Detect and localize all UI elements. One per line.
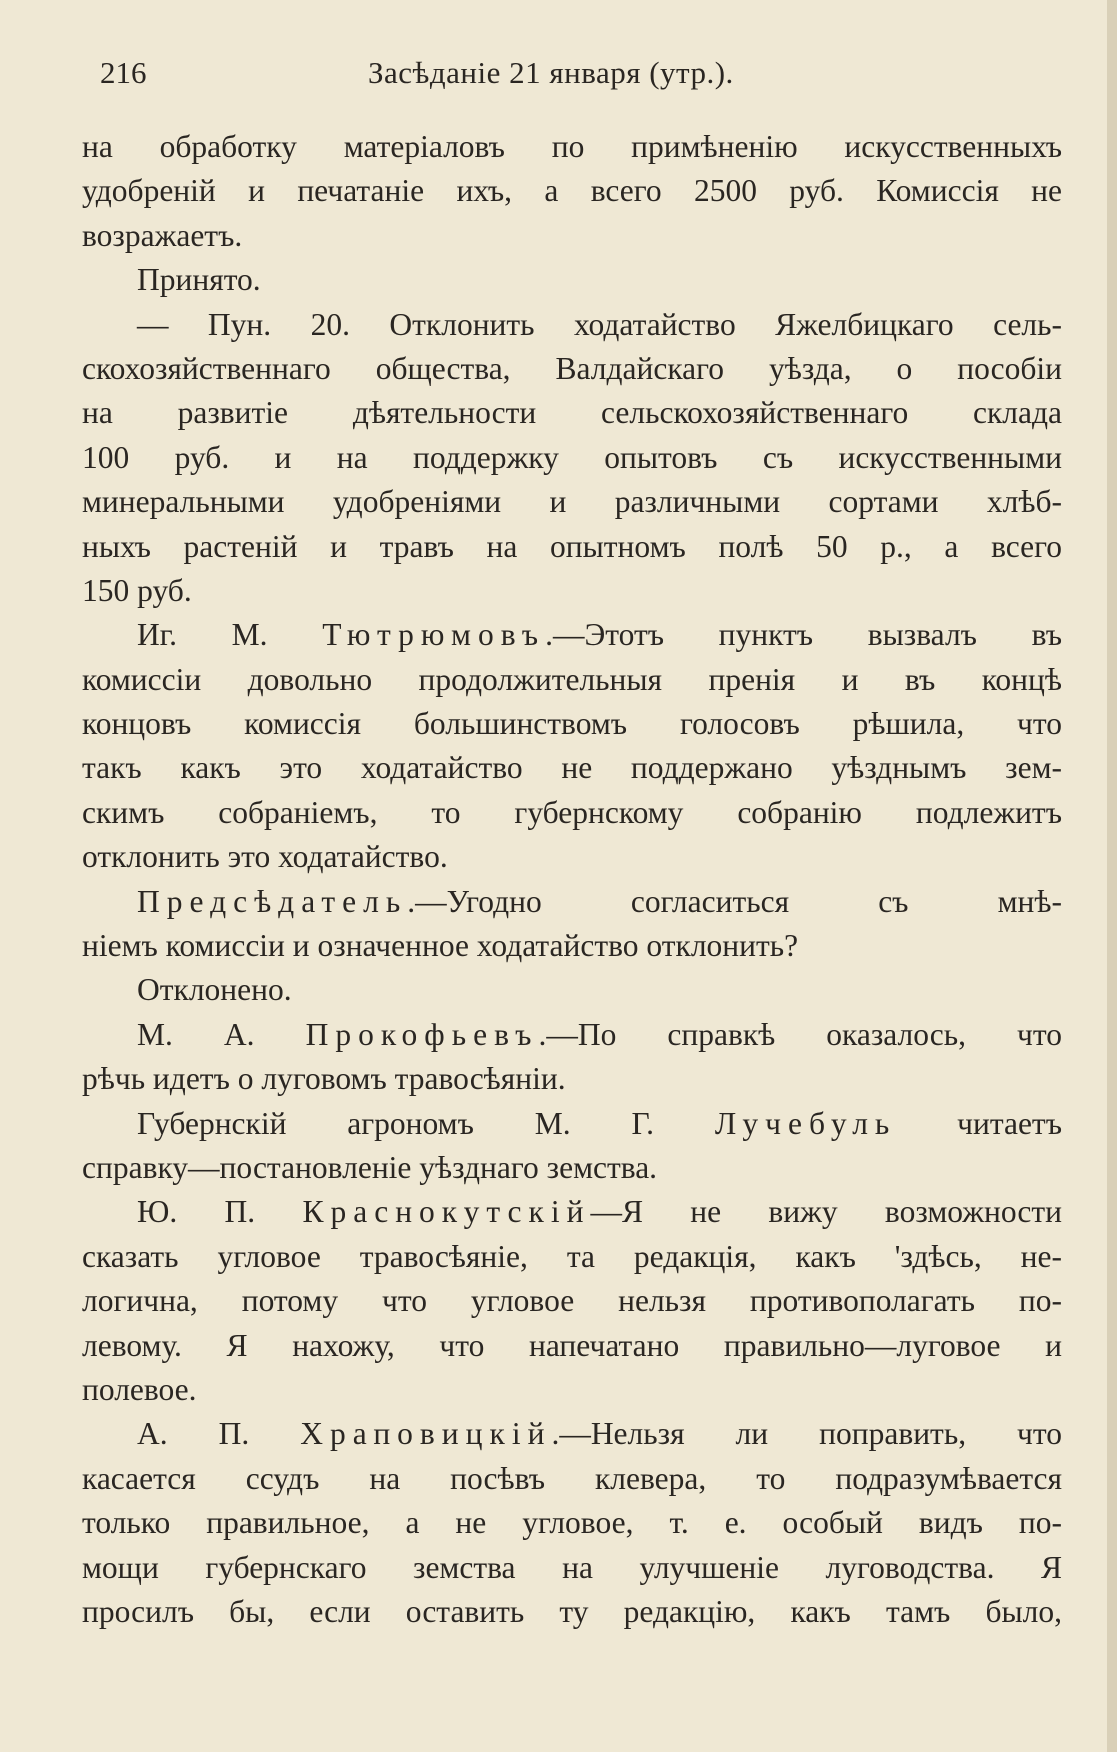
text-line: ніемъ комиссіи и означенное ходатайство отклонить?: [82, 928, 799, 964]
text-line: скимъ собраніемъ, то губернскому собранію подлежитъ: [82, 794, 1062, 830]
text-line: левому. Я нахожу, что напечатано правильно—луговое и: [82, 1327, 1062, 1363]
speaker-name: Предсѣдатель: [137, 883, 408, 919]
text-line: мощи губернскаго земства на улучшеніе луговодства. Я: [82, 1549, 1062, 1585]
text-line: полевое.: [82, 1371, 197, 1407]
text-line: 100 руб. и на поддержку опытовъ съ искусственными: [82, 439, 1062, 475]
page-number: 216: [100, 55, 147, 90]
speech-start: читаетъ: [896, 1105, 1062, 1141]
text-line: на обработку матеріаловъ по примѣненію искусственныхъ: [82, 129, 1062, 164]
speaker-line: [82, 1102, 1062, 1146]
text-line: отклонить это ходатайство.: [82, 839, 448, 875]
text-line: Отклонено.: [137, 972, 292, 1008]
speaker-line: [82, 1013, 1062, 1057]
text-line: Принято.: [137, 262, 261, 298]
speech-start: .—По справкѣ оказалось, что: [538, 1016, 1062, 1052]
text-line: логична, потому что угловое нельзя противополагать по-: [82, 1283, 1062, 1319]
speaker-initials: М. А.: [137, 1016, 306, 1052]
speech-start: .—Угодно согласиться съ мнѣ-: [407, 883, 1062, 919]
text-line: удобреній и печатаніе ихъ, а всего 2500 руб. Комиссія не: [82, 173, 1062, 209]
speaker-initials: Иг. М.: [137, 617, 323, 653]
text-line: только правильное, а не угловое, т. е. особый видъ по-: [82, 1505, 1062, 1541]
text-line: скохозяйственнаго общества, Валдайскаго уѣзда, о пособіи: [82, 350, 1062, 386]
text-line: концовъ комиссія большинствомъ голосовъ рѣшила, что: [82, 706, 1062, 742]
body-text: [82, 125, 1062, 1634]
speaker-line: [82, 1412, 1062, 1456]
text-line: просилъ бы, если оставить ту редакцію, какъ тамъ было,: [82, 1593, 1062, 1629]
speaker-name: Краснокутскій: [302, 1194, 591, 1230]
text-line: такъ какъ это ходатайство не поддержано уѣзднымъ зем-: [82, 750, 1062, 786]
text-line: минеральными удобреніями и различными сортами хлѣб-: [82, 484, 1062, 520]
speech-start: .—Этотъ пунктъ вызвалъ въ: [545, 617, 1062, 653]
text-line: сказать угловое травосѣяніе, та редакція, какъ 'здѣсь, не-: [82, 1238, 1062, 1274]
speaker-initials: Губернскій агрономъ М. Г.: [137, 1105, 715, 1141]
text-line: возражаетъ.: [82, 217, 243, 253]
page-header: [100, 48, 1060, 98]
text-line: 150 руб.: [82, 572, 192, 608]
text-line: ныхъ растеній и травъ на опытномъ полѣ 50 р., а всего: [82, 528, 1062, 564]
speaker-initials: Ю. П.: [137, 1194, 303, 1230]
text-line: касается ссудъ на посѣвъ клевера, то подразумѣвается: [82, 1460, 1062, 1496]
page-edge-shadow: [1107, 0, 1117, 1752]
speaker-name: Лучебуль: [714, 1105, 897, 1141]
speech-start: —Я не вижу возможности: [590, 1194, 1062, 1230]
speaker-line: [82, 880, 1062, 924]
speech-start: .—Нельзя ли поправить, что: [551, 1416, 1062, 1452]
running-head: Засѣданіе 21 января (утр.).: [368, 55, 734, 90]
speaker-line: [82, 1190, 1062, 1234]
text-line: комиссіи довольно продолжительныя пренія и въ концѣ: [82, 661, 1062, 697]
speaker-name: Храповицкій: [300, 1416, 552, 1452]
speaker-initials: А. П.: [137, 1416, 301, 1452]
text-line: справку—постановленіе уѣзднаго земства.: [82, 1149, 658, 1185]
speaker-name: Прокофьевъ: [305, 1016, 539, 1052]
text-line: рѣчь идетъ о луговомъ травосѣяніи.: [82, 1061, 566, 1097]
text-line: на развитіе дѣятельности сельскохозяйственнаго склада: [82, 395, 1062, 431]
speaker-name: Тютрюмовъ: [322, 617, 546, 653]
text-line: — Пун. 20. Отклонить ходатайство Яжелбицкаго сель-: [137, 306, 1062, 342]
speaker-line: [82, 613, 1062, 657]
